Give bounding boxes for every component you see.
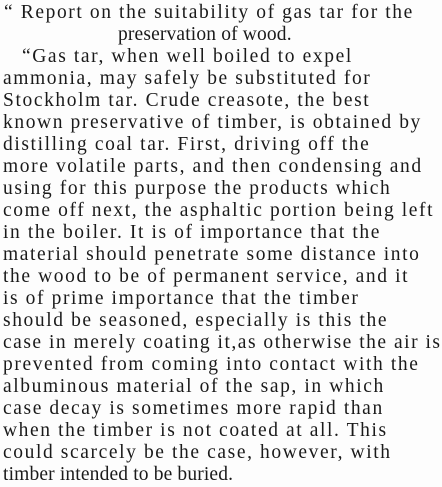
article-body-line-17: case decay is sometimes more rapid than bbox=[3, 398, 384, 419]
article-body-line-7: using for this purpose the products which bbox=[3, 178, 392, 199]
article-body-line-12: is of prime importance that the timber bbox=[3, 288, 360, 309]
article-body-line-8: come off next, the asphaltic portion being left bbox=[3, 200, 435, 221]
article-body-line-4: known preservative of timber, is obtained by bbox=[3, 112, 422, 133]
article-heading-line-2: preservation of wood. bbox=[118, 24, 292, 45]
article-body-line-20: timber intended to be buried. bbox=[3, 464, 234, 485]
article-body-line-11: the wood to be of permanent service, and it bbox=[3, 266, 410, 287]
article-body-line-9: in the boiler. It is of importance that the bbox=[3, 222, 382, 243]
article-body-line-14: case in merely coating it,as otherwise the air is bbox=[3, 332, 442, 353]
article-body-line-13: should be seasoned, especially is this the bbox=[3, 310, 389, 331]
article-body-line-15: prevented from coming into contact with the bbox=[3, 354, 420, 375]
article-body-line-10: material should penetrate some distance into bbox=[3, 244, 421, 265]
article-body-line-16: albuminous material of the sap, in which bbox=[3, 376, 385, 397]
article-heading-line-1: “ Report on the suitability of gas tar for the bbox=[4, 2, 414, 23]
article-body-line-3: Stockholm tar. Crude creasote, the best bbox=[3, 90, 371, 111]
article-body-line-2: ammonia, may safely be substituted for bbox=[3, 68, 372, 89]
article-body-line-19: could scarcely be the case, however, with bbox=[3, 442, 392, 463]
article-body-line-5: distilling coal tar. First, driving off the bbox=[3, 134, 371, 155]
article-body-line-1: “Gas tar, when well boiled to expel bbox=[22, 46, 353, 67]
article-body-line-18: when the timber is not coated at all. This bbox=[3, 420, 388, 441]
article-body-line-6: more volatile parts, and then condensing and bbox=[3, 156, 423, 177]
